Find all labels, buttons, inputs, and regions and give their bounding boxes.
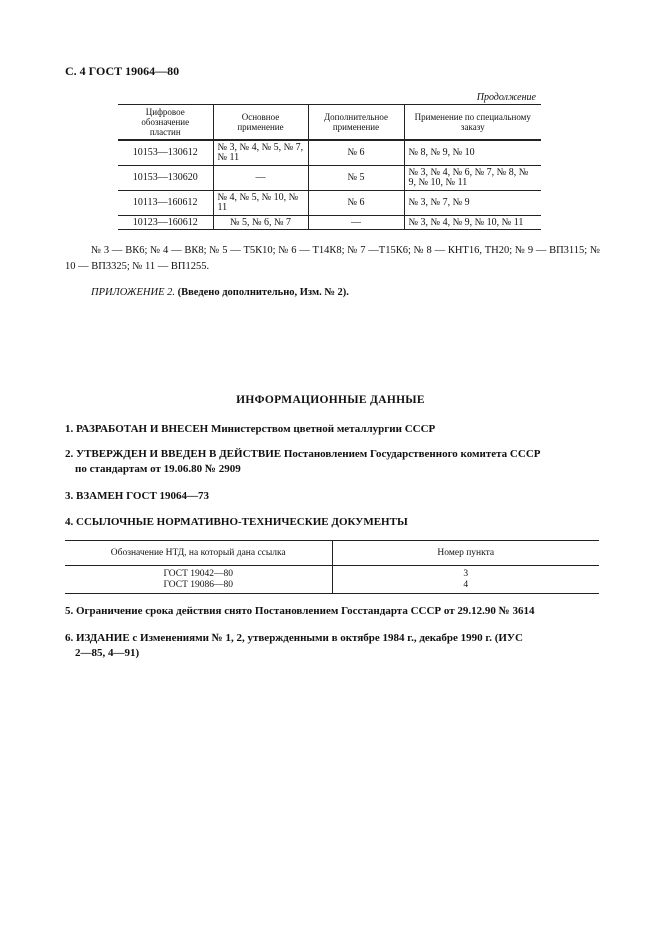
table-cell: № 5, № 6, № 7 — [213, 216, 308, 230]
info-item-2-line1: 2. УТВЕРЖДЕН И ВВЕДЕН В ДЕЙСТВИЕ Постановлением Государственного комитета СССР — [65, 448, 541, 460]
info-item-6-line2: 2—85, 4—91) — [75, 647, 140, 659]
section-title: ИНФОРМАЦИОННЫЕ ДАННЫЕ — [236, 394, 425, 406]
appendix-text: (Введено дополнительно, Изм. № 2). — [177, 287, 349, 298]
info-item-2-line2: по стандартам от 19.06.80 № 2909 — [75, 463, 241, 475]
table-row — [118, 166, 541, 191]
table-header-row — [65, 541, 599, 566]
grade-legend-note: № 3 — ВК6; № 4 — ВК8; № 5 — Т5К10; № 6 — Т14К8; № 7 —Т15К6; № 8 — КНТ16, ТН20; № 9 — ВП3115; № 10 — ВП3325; № 11 — ВП1255. — [65, 245, 600, 272]
table-cell: № 3, № 4, № 9, № 10, № 11 — [404, 216, 541, 230]
table-cell: 10113—160612 — [118, 191, 213, 216]
table-header-row — [118, 105, 541, 141]
table-row — [118, 140, 541, 166]
column-header: Цифровое обозначение пластин — [118, 105, 213, 141]
table-cell: 10153—130620 — [118, 166, 213, 191]
info-item-1: 1. РАЗРАБОТАН И ВНЕСЕН Министерством цветной металлургии СССР — [65, 423, 436, 435]
table-cell: № 3, № 4, № 5, № 7, № 11 — [213, 140, 308, 166]
table-cell: 4 — [332, 580, 599, 594]
table-cell: № 4, № 5, № 10, № 11 — [213, 191, 308, 216]
table-row — [65, 566, 599, 581]
table-cell: — — [213, 166, 308, 191]
table-row — [118, 191, 541, 216]
info-item-3: 3. ВЗАМЕН ГОСТ 19064—73 — [65, 490, 210, 502]
info-item-4: 4. ССЫЛОЧНЫЕ НОРМАТИВНО-ТЕХНИЧЕСКИЕ ДОКУМЕНТЫ — [65, 516, 408, 528]
table-row — [118, 216, 541, 230]
info-item-6-line1: 6. ИЗДАНИЕ с Изменениями № 1, 2, утвержденными в октябре 1984 г., декабре 1990 г. (ИУС — [65, 632, 523, 644]
table-cell: ГОСТ 19086—80 — [65, 580, 332, 594]
table-cell: 10123—160612 — [118, 216, 213, 230]
table-cell: ГОСТ 19042—80 — [163, 569, 233, 579]
table-cell: 3 — [332, 566, 599, 581]
info-item-2 — [65, 447, 600, 477]
appendix-label: ПРИЛОЖЕНИЕ 2. — [91, 287, 175, 298]
table-cell: — — [308, 216, 404, 230]
table-row — [65, 580, 599, 594]
continuation-label: Продолжение — [476, 92, 536, 103]
column-header: Номер пункта — [332, 541, 599, 566]
table-cell: № 3, № 7, № 9 — [404, 191, 541, 216]
reference-documents-table — [65, 540, 599, 594]
table-cell: № 3, № 4, № 6, № 7, № 8, № 9, № 10, № 11 — [404, 166, 541, 191]
column-header: Обозначение НТД, на который дана ссылка — [65, 541, 332, 566]
table-cell: № 6 — [308, 191, 404, 216]
info-item-6 — [65, 631, 600, 661]
info-item-5: 5. Ограничение срока действия снято Постановлением Госстандарта СССР от 29.12.90 № 3614 — [65, 605, 535, 617]
table-cell: 10153—130612 — [118, 140, 213, 166]
table-cell: № 8, № 9, № 10 — [404, 140, 541, 166]
column-header: Дополнительное применение — [308, 105, 404, 141]
appendix-note — [91, 287, 349, 298]
plates-application-table — [118, 104, 541, 230]
page-header: С. 4 ГОСТ 19064—80 — [65, 64, 180, 78]
table-cell: № 6 — [308, 140, 404, 166]
table-cell: № 5 — [308, 166, 404, 191]
column-header: Применение по специальному заказу — [404, 105, 541, 141]
column-header: Основное применение — [213, 105, 308, 141]
